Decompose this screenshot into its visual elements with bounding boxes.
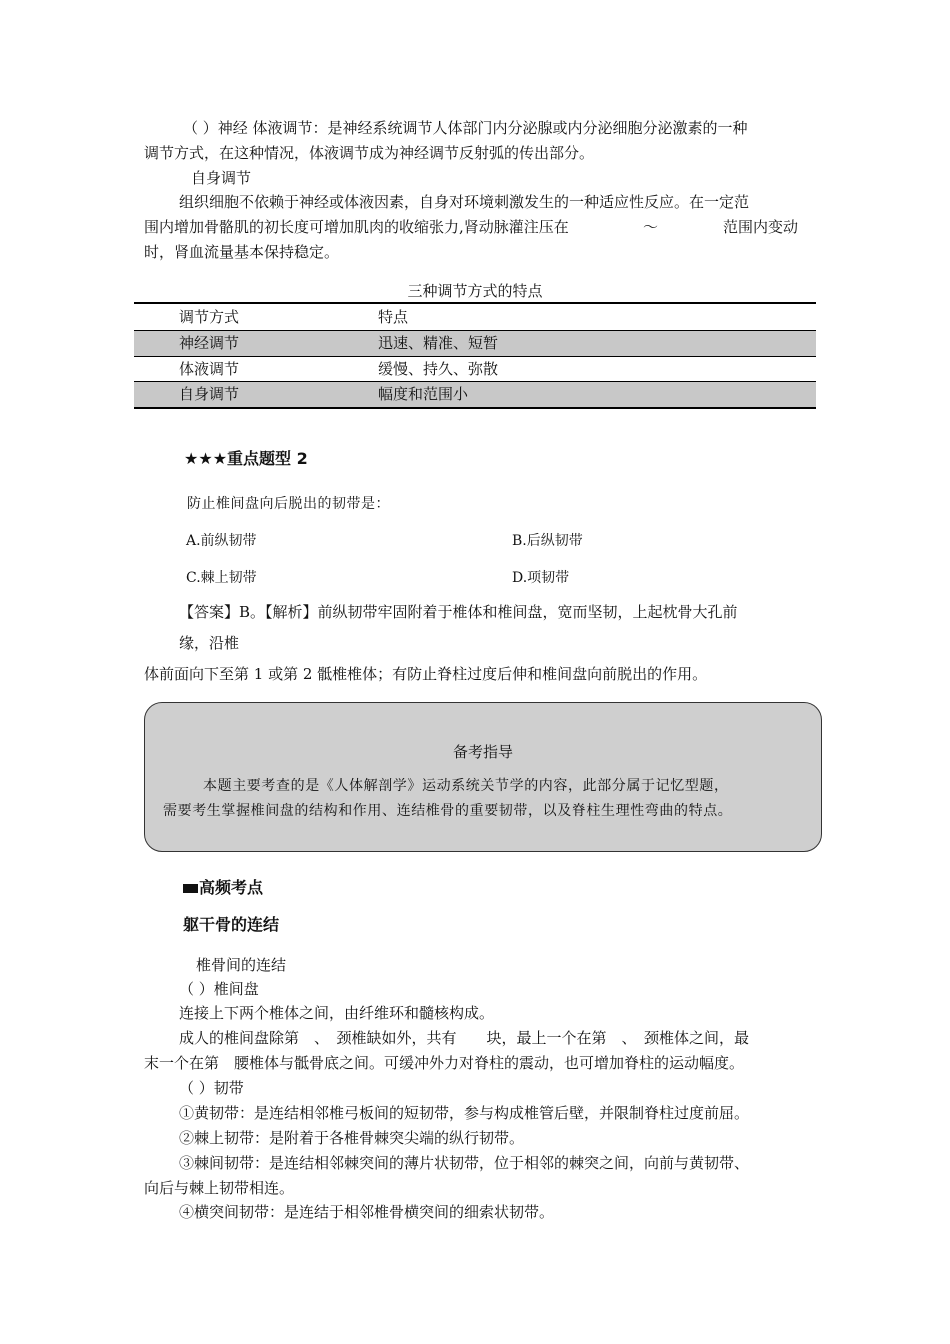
intro-line-2: 调节方式，在这种情况，体液调节成为神经调节反射弧的传出部分。 <box>144 144 595 162</box>
intro-para-line-2-tilde: ～ <box>643 218 659 236</box>
ligament-line-3: ③棘间韧带：是连结相邻棘突间的薄片状韧带，位于相邻的棘突之间，向前与黄韧带、 <box>179 1154 750 1172</box>
table-cell: 神经调节 <box>179 334 240 352</box>
ligament-line-4: 向后与棘上韧带相连。 <box>144 1179 295 1197</box>
exam-guide-title: 备考指导 <box>452 743 513 761</box>
table-caption: 三种调节方式的特点 <box>407 282 543 300</box>
exam-guide-line-2: 需要考生掌握椎间盘的结构和作用、连结椎骨的重要韧带，以及脊柱生理性弯曲的特点。 <box>163 803 733 819</box>
intro-para-line-2b: 范围内变动 <box>723 218 799 236</box>
table-header-feature: 特点 <box>378 308 409 326</box>
intro-line-1: （ ）神经 体液调节：是神经系统调节人体部门内分泌腺或内分泌细胞分泌激素的一种 <box>183 119 748 137</box>
star-rating-icon: ★★★ <box>184 449 228 468</box>
question-stem: 防止椎间盘向后脱出的韧带是： <box>187 496 390 512</box>
option-a: A.前纵韧带 <box>186 533 257 549</box>
answer-line-2: 缘，沿椎 <box>179 634 240 652</box>
ligament-line-1: ①黄韧带：是连结相邻椎弓板间的短韧带，参与构成椎管后壁，并限制脊柱过度前屈。 <box>179 1104 750 1122</box>
exam-guide-box <box>144 702 822 852</box>
key-question-heading <box>184 448 308 470</box>
square-bullet-icon <box>183 884 198 893</box>
item-intervertebral-disc: （ ）椎间盘 <box>179 980 259 998</box>
option-c: C.棘上韧带 <box>186 570 257 586</box>
disc-line-2: 成人的椎间盘除第 、 颈椎缺如外，共有 块，最上一个在第 、 颈椎体之间，最 <box>179 1029 750 1047</box>
intro-para-line-3: 时，肾血流量基本保持稳定。 <box>144 243 340 261</box>
table-row-rule <box>134 356 816 357</box>
table-header-method: 调节方式 <box>179 308 240 326</box>
table-cell: 缓慢、持久、弥散 <box>378 360 499 378</box>
disc-line-3: 末一个在第 腰椎体与骶骨底之间。可缓冲外力对脊柱的震动，也可增加脊柱的运动幅度。 <box>144 1054 745 1072</box>
table-cell: 自身调节 <box>179 385 240 403</box>
table-cell: 体液调节 <box>179 360 240 378</box>
table-cell: 幅度和范围小 <box>378 385 469 403</box>
key-question-title: 重点题型 2 <box>227 449 308 468</box>
high-freq-topic: 躯干骨的连结 <box>183 915 280 934</box>
disc-line-1: 连接上下两个椎体之间，由纤维环和髓核构成。 <box>179 1004 495 1022</box>
high-freq-heading <box>183 877 263 899</box>
answer-line-1: 【答案】B。【解析】前纵韧带牢固附着于椎体和椎间盘，宽而坚韧，上起枕骨大孔前 <box>179 603 738 621</box>
item-ligaments: （ ）韧带 <box>179 1079 244 1097</box>
high-freq-label: 高频考点 <box>199 878 264 897</box>
table-top-rule <box>134 302 816 304</box>
intro-subheading: 自身调节 <box>191 169 252 187</box>
intro-para-line-2a: 围内增加骨骼肌的初长度可增加肌肉的收缩张力,肾动脉灌注压在 <box>144 218 569 236</box>
high-freq-subheading: 椎骨间的连结 <box>196 956 287 974</box>
option-b: B.后纵韧带 <box>512 533 583 549</box>
ligament-line-5: ④横突间韧带：是连结于相邻椎骨横突间的细索状韧带。 <box>179 1203 555 1221</box>
intro-para-line-1: 组织细胞不依赖于神经或体液因素，自身对环境刺激发生的一种适应性反应。在一定范 <box>179 193 750 211</box>
ligament-line-2: ②棘上韧带：是附着于各椎骨棘突尖端的纵行韧带。 <box>179 1129 525 1147</box>
exam-guide-line-1: 本题主要考查的是《人体解剖学》运动系统关节学的内容，此部分属于记忆型题， <box>203 778 729 794</box>
option-d: D.项韧带 <box>512 570 570 586</box>
answer-line-3: 体前面向下至第 1 或第 2 骶椎椎体；有防止脊柱过度后伸和椎间盘向前脱出的作用。 <box>144 665 708 683</box>
table-cell: 迅速、精准、短暂 <box>378 334 499 352</box>
table-bottom-rule <box>134 407 816 409</box>
